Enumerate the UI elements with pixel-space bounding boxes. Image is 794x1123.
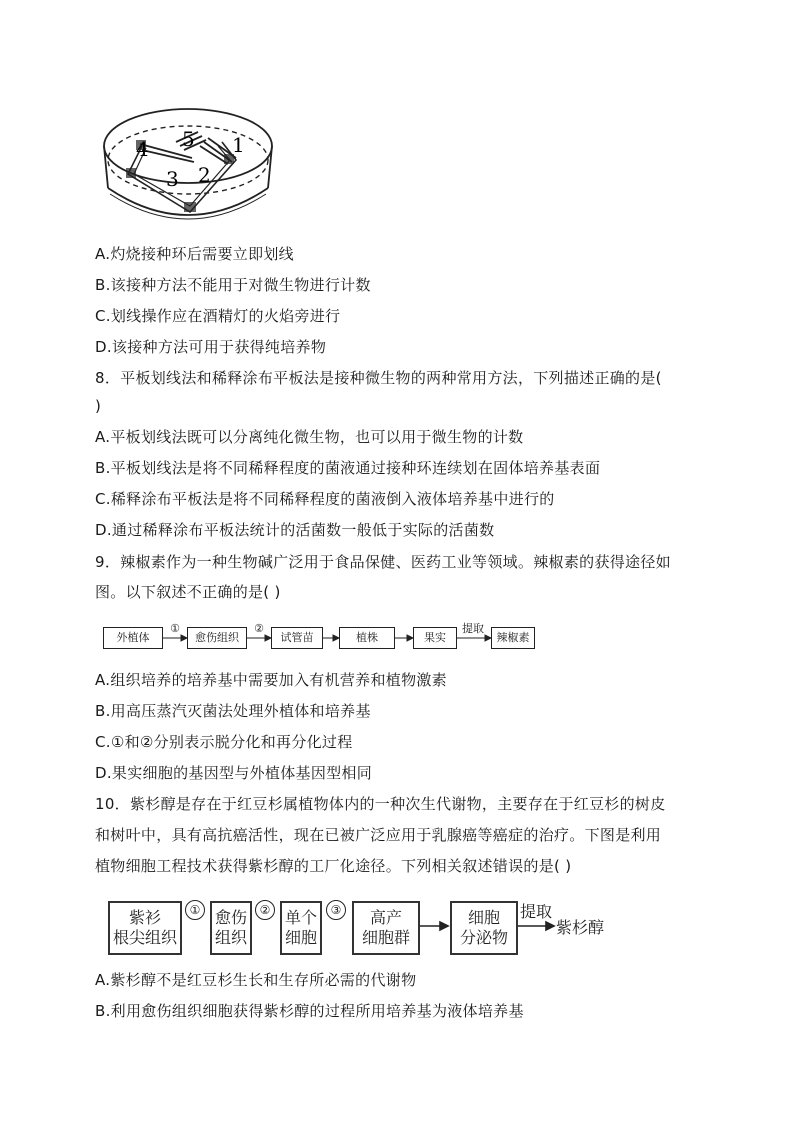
flow1-box-capsaicin: 辣椒素 [491, 627, 535, 649]
q8-option-b: B.平板划线法是将不同稀释程度的菌液通过接种环连续划在固体培养基表面 [95, 459, 601, 477]
petri-dish-streak-figure [100, 102, 280, 226]
q10-option-a: A.紫杉醇不是红豆杉生长和生存所必需的代谢物 [95, 971, 417, 989]
streak-label-5: 5 [182, 127, 195, 151]
flow1-box-callus: 愈伤组织 [187, 627, 247, 649]
streak-label-3: 3 [166, 167, 179, 191]
flow1-step-1: ① [170, 622, 180, 635]
flow1-box-plant: 植株 [339, 627, 395, 649]
q8-stem-line2: ) [95, 397, 102, 415]
q10-stem-line1: 10．紫杉醇是存在于红豆杉属植物体内的一种次生代谢物，主要存在于红豆杉的树皮 [95, 795, 666, 813]
q8-option-a: A.平板划线法既可以分离纯化微生物，也可以用于微生物的计数 [95, 428, 524, 446]
q7-option-b: B.该接种方法不能用于对微生物进行计数 [95, 276, 371, 294]
flow1-extract-label: 提取 [462, 622, 484, 635]
q8-option-d: D.通过稀释涂布平板法统计的活菌数一般低于实际的活菌数 [95, 521, 495, 539]
flow1-step-2: ② [254, 622, 264, 635]
q7-option-c: C.划线操作应在酒精灯的火焰旁进行 [95, 307, 341, 325]
q10-option-b: B.利用愈伤组织细胞获得紫杉醇的过程所用培养基为液体培养基 [95, 1002, 524, 1020]
flow2-box-high-yield-line1: 高产 [369, 908, 402, 927]
q9-stem-line2: 图。以下叙述不正确的是( ) [95, 583, 281, 601]
q10-stem-line3: 植物细胞工程技术获得紫杉醇的工厂化途径。下列相关叙述错误的是( ) [95, 857, 572, 875]
flow1-box-fruit: 果实 [413, 627, 457, 649]
q9-option-d: D.果实细胞的基因型与外植体基因型相同 [95, 764, 373, 782]
flow2-product-label: 紫杉醇 [556, 918, 605, 937]
streak-label-4: 4 [136, 137, 149, 161]
flow2-box-secretion-line2: 分泌物 [459, 928, 508, 947]
q9-stem-line1: 9．辣椒素作为一种生物碱广泛用于食品保健、医药工业等领域。辣椒素的获得途径如 [95, 553, 671, 571]
flow2-extract-label: 提取 [520, 902, 553, 921]
q7-option-d: D.该接种方法可用于获得纯培养物 [95, 338, 327, 356]
flow2-step-2: ② [255, 900, 275, 920]
q10-stem-line2: 和树叶中，具有高抗癌活性，现在已被广泛应用于乳腺癌等癌症的治疗。下图是利用 [95, 826, 662, 844]
flow2-box-high-yield-line2: 细胞群 [361, 928, 410, 947]
flow1-box-plantlet: 试管苗 [271, 627, 323, 649]
flow2-box-root-tip-line2: 根尖组织 [112, 928, 177, 947]
flow2-box-secretion-line1: 细胞 [467, 908, 500, 927]
q9-option-a: A.组织培养的培养基中需要加入有机营养和植物激素 [95, 671, 447, 689]
flow2-box-root-tip-line1: 紫衫 [128, 908, 161, 927]
paclitaxel-flow-diagram [108, 895, 620, 961]
q9-option-b: B.用高压蒸汽灭菌法处理外植体和培养基 [95, 702, 371, 720]
q8-option-c: C.稀释涂布平板法是将不同稀释程度的菌液倒入液体培养基中进行的 [95, 490, 555, 508]
capsaicin-flow-diagram [103, 621, 543, 653]
q9-option-c: C.①和②分别表示脱分化和再分化过程 [95, 733, 353, 751]
flow2-box-callus-line1: 愈伤 [214, 908, 247, 927]
q8-stem-line1: 8．平板划线法和稀释涂布平板法是接种微生物的两种常用方法，下列描述正确的是( [95, 369, 662, 387]
flow2-box-single-cell-line1: 单个 [284, 908, 317, 927]
streak-label-1: 1 [232, 133, 245, 157]
flow2-step-1: ① [185, 900, 205, 920]
flow2-step-3: ③ [326, 900, 346, 920]
flow2-box-callus-line2: 组织 [214, 928, 247, 947]
flow2-box-single-cell-line2: 细胞 [284, 928, 317, 947]
flow1-box-explant: 外植体 [103, 627, 163, 649]
q7-option-a: A.灼烧接种环后需要立即划线 [95, 245, 294, 263]
streak-label-2: 2 [198, 163, 211, 187]
